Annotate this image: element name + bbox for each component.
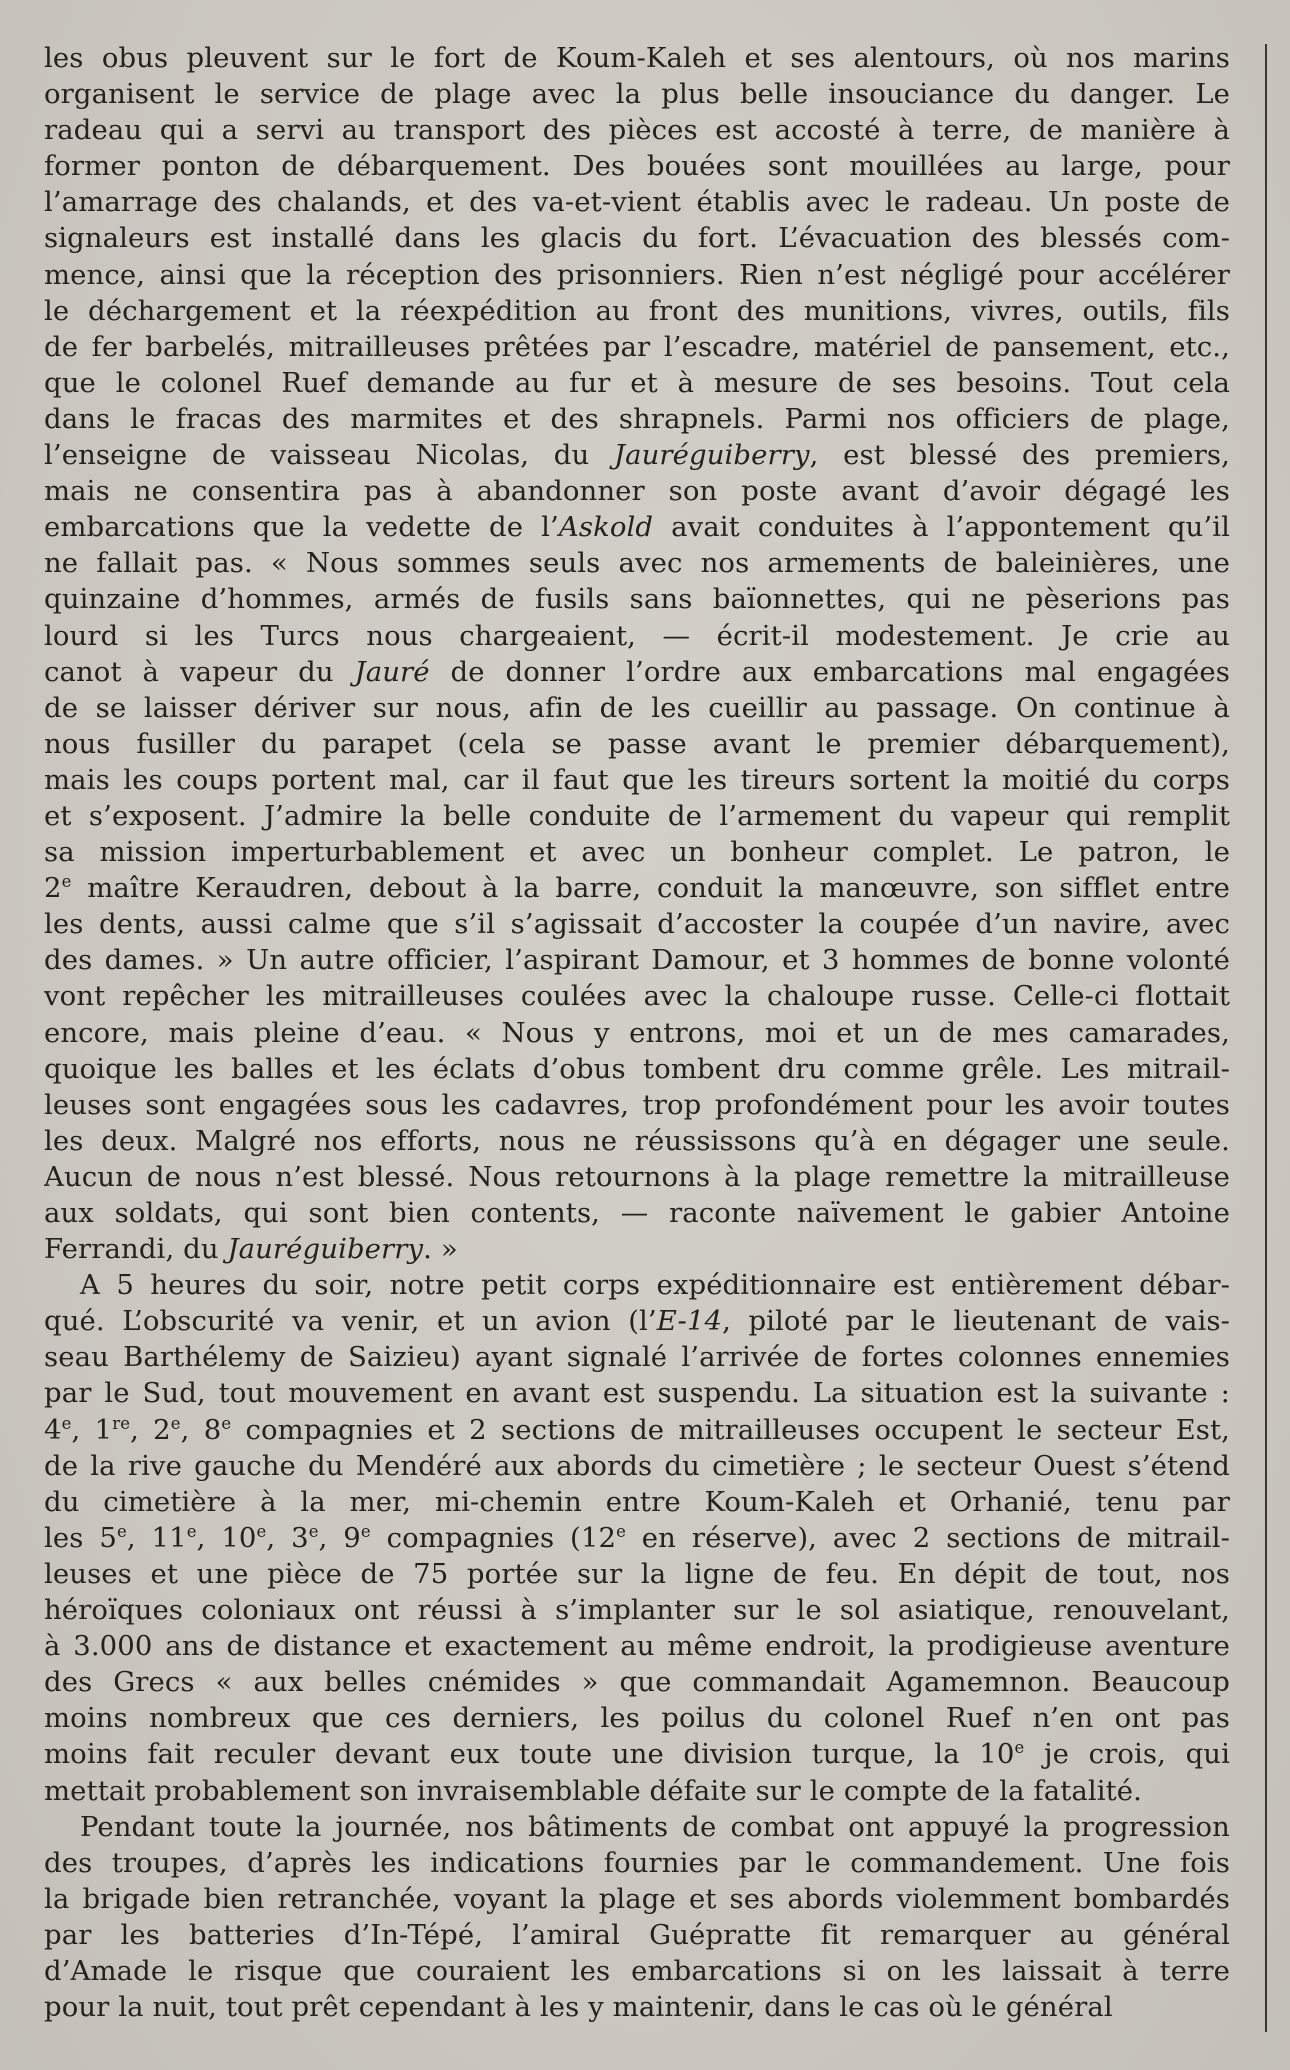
text-line: le déchargement et la réexpédition au front des munitions, vivres, outils, fils	[44, 294, 1230, 327]
text-line: Aucun de nous n’est blessé. Nous retournons à la plage remettre la mitrailleuse	[44, 1160, 1230, 1193]
text-line: d’Amade le risque que couraient les embarcations si on les laissait à terre	[44, 1954, 1230, 1987]
text-line: des Grecs « aux belles cnémides » que commandait Agamemnon. Beaucoup	[44, 1666, 1230, 1699]
paragraph-p2	[44, 1267, 1230, 1808]
text-line: encore, mais pleine d’eau. « Nous y entrons, moi et un de mes camarades,	[44, 1016, 1230, 1049]
text-line: Pendant toute la journée, nos bâtiments de combat ont appuyé la progression	[80, 1810, 1230, 1843]
text-line: les dents, aussi calme que s’il s’agissait d’accoster la coupée d’un navire, avec	[44, 908, 1230, 941]
text-line: à 3.000 ans de distance et exactement au même endroit, la prodigieuse aventure	[44, 1630, 1230, 1663]
text-line: radeau qui a servi au transport des pièces est accosté à terre, de manière à	[44, 114, 1230, 147]
text-line: du cimetière à la mer, mi-chemin entre Koum-Kaleh et Orhanié, tenu par	[44, 1485, 1230, 1518]
text-line: lourd si les Turcs nous chargeaient, — écrit-il modestement. Je crie au	[44, 619, 1230, 652]
text-line: héroïques coloniaux ont réussi à s’implanter sur le sol asiatique, renouvelant,	[44, 1594, 1230, 1627]
text-line: 2e maître Keraudren, debout à la barre, conduit la manœuvre, son sifflet entre	[44, 872, 1230, 905]
text-line: seau Barthélemy de Saizieu) ayant signalé l’arrivée de fortes colonnes ennemies	[44, 1341, 1230, 1374]
text-line: leuses sont engagées sous les cadavres, trop profondément pour les avoir toutes	[44, 1088, 1230, 1121]
text-line: signaleurs est installé dans les glacis du fort. L’évacuation des blessés com-	[44, 222, 1230, 255]
column-rule	[1265, 44, 1267, 2032]
text-line: A 5 heures du soir, notre petit corps expéditionnaire est entièrement débar-	[80, 1269, 1230, 1302]
text-line: organisent le service de plage avec la plus belle insouciance du danger. Le	[44, 78, 1230, 111]
text-line: ne fallait pas. « Nous sommes seuls avec nos armements de baleinières, une	[44, 547, 1230, 580]
text-line: de fer barbelés, mitrailleuses prêtées par l’escadre, matériel de pansement, etc.,	[44, 330, 1230, 363]
paragraph-p3	[44, 1809, 1230, 2026]
text-line: 4e, 1re, 2e, 8e compagnies et 2 sections de mitrailleuses occupent le secteur Est,	[44, 1413, 1230, 1446]
text-line: sa mission imperturbablement et avec un bonheur complet. Le patron, le	[44, 836, 1230, 869]
text-line: embarcations que la vedette de l’Askold avait conduites à l’appontement qu’il	[44, 511, 1230, 544]
text-line: de se laisser dériver sur nous, afin de les cueillir au passage. On continue à	[44, 691, 1230, 724]
text-line: et s’exposent. J’admire la belle conduite de l’armement du vapeur qui remplit	[44, 799, 1230, 832]
text-line: qué. L’obscurité va venir, et un avion (l’E-14, piloté par le lieutenant de vais-	[44, 1305, 1230, 1338]
text-line: former ponton de débarquement. Des bouées sont mouillées au large, pour	[44, 150, 1230, 183]
text-line: des troupes, d’après les indications fournies par le commandement. Une fois	[44, 1846, 1230, 1879]
text-line: l’enseigne de vaisseau Nicolas, du Jauréguiberry, est blessé des premiers,	[44, 439, 1230, 472]
text-line: que le colonel Ruef demande au fur et à mesure de ses besoins. Tout cela	[44, 366, 1230, 399]
text-line: vont repêcher les mitrailleuses coulées avec la chaloupe russe. Celle-ci flottait	[44, 980, 1230, 1013]
text-line: mais ne consentira pas à abandonner son poste avant d’avoir dégagé les	[44, 475, 1230, 508]
text-line: quoique les balles et les éclats d’obus tombent dru comme grêle. Les mitrail-	[44, 1052, 1230, 1085]
text-line: Ferrandi, du Jauréguiberry. »	[44, 1233, 458, 1266]
text-line: les obus pleuvent sur le fort de Koum-Kaleh et ses alentours, où nos marins	[44, 42, 1230, 74]
text-line: canot à vapeur du Jauré de donner l’ordre aux embarcations mal engagées	[44, 655, 1230, 688]
text-line: mettait probablement son invraisemblable défaite sur le compte de la fatalité.	[44, 1774, 1143, 1807]
text-line: mais les coups portent mal, car il faut que les tireurs sortent la moitié du corps	[44, 763, 1230, 796]
text-line: dans le fracas des marmites et des shrapnels. Parmi nos officiers de plage,	[44, 402, 1230, 435]
text-line: mence, ainsi que la réception des prisonniers. Rien n’est négligé pour accélérer	[44, 258, 1230, 291]
text-line: la brigade bien retranchée, voyant la plage et ses abords violemment bombardés	[44, 1882, 1230, 1915]
text-line: aux soldats, qui sont bien contents, — raconte naïvement le gabier Antoine	[44, 1197, 1230, 1229]
text-line: par le Sud, tout mouvement en avant est suspendu. La situation est la suivante :	[44, 1377, 1230, 1410]
text-line: de la rive gauche du Mendéré aux abords du cimetière ; le secteur Ouest s’étend	[44, 1449, 1230, 1482]
paragraph-p1	[44, 40, 1230, 1267]
text-line: des dames. » Un autre officier, l’aspirant Damour, et 3 hommes de bonne volonté	[44, 944, 1230, 977]
text-line: moins fait reculer devant eux toute une division turque, la 10e je crois, qui	[44, 1738, 1230, 1771]
text-line: quinzaine d’hommes, armés de fusils sans baïonnettes, qui ne pèserions pas	[44, 583, 1230, 616]
text-line: nous fusiller du parapet (cela se passe avant le premier débarquement),	[44, 727, 1230, 760]
body-text	[44, 40, 1230, 2025]
text-line: leuses et une pièce de 75 portée sur la ligne de feu. En dépit de tout, nos	[44, 1557, 1230, 1590]
text-line: les deux. Malgré nos efforts, nous ne réussissons qu’à en dégager une seule.	[44, 1124, 1230, 1157]
text-line: par les batteries d’In-Tépé, l’amiral Guépratte fit remarquer au général	[44, 1918, 1230, 1951]
text-line: moins nombreux que ces derniers, les poilus du colonel Ruef n’en ont pas	[44, 1702, 1230, 1735]
text-line: l’amarrage des chalands, et des va-et-vient établis avec le radeau. Un poste de	[44, 186, 1230, 219]
text-line: les 5e, 11e, 10e, 3e, 9e compagnies (12e en réserve), avec 2 sections de mitrail-	[44, 1521, 1230, 1554]
text-line: pour la nuit, tout prêt cependant à les y maintenir, dans le cas où le général	[44, 1991, 1113, 2024]
